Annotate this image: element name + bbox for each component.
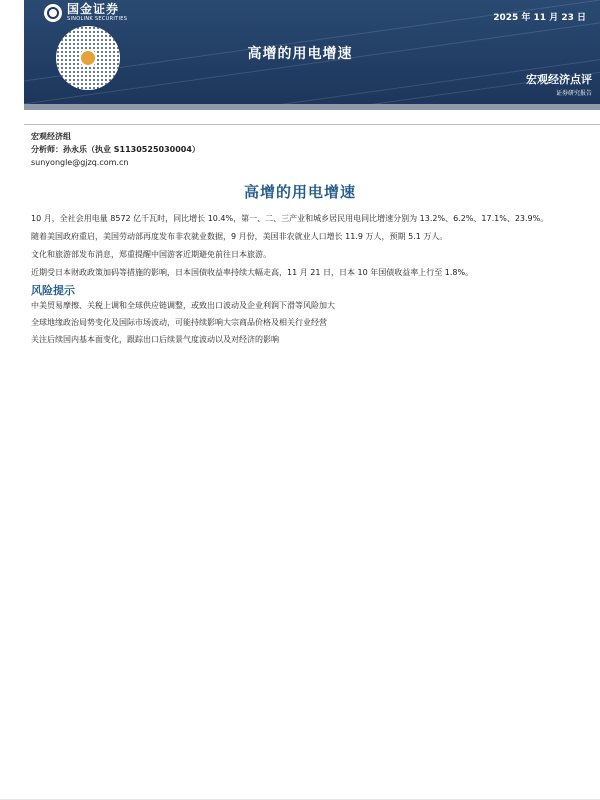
risk-section-title: 风险提示 [31, 284, 75, 297]
paragraph: 文化和旅游部发布消息，郑重提醒中国游客近期避免前往日本旅游。 [31, 250, 271, 259]
analyst: 分析师：孙永乐（执业 S1130525030004） [31, 145, 200, 154]
risk-item: 中美贸易摩擦、关税上调和全球供应链调整，或致出口波动及企业利润下滑等风险加大 [31, 301, 335, 310]
report-type: 宏观经济点评 [526, 73, 592, 86]
risk-item: 全球地缘政治局势变化及国际市场波动，可能持续影响大宗商品价格及相关行业经营 [31, 318, 327, 327]
company-logo [44, 3, 127, 22]
report-date: 2025 年 11 月 23 日 [493, 13, 586, 23]
risk-list [31, 299, 576, 346]
paragraph: 随着美国政府重启，美国劳动部再度发布非农就业数据，9 月份，美国非农就业人口增长 11.9 万人，预期 5.1 万人。 [31, 232, 448, 241]
logo-mark-icon [44, 4, 62, 22]
report-body [31, 212, 576, 350]
logo-text [67, 3, 127, 22]
banner-title: 高增的用电增速 [247, 46, 353, 62]
research-group: 宏观经济组 [31, 132, 71, 141]
banner-bottom-bar [24, 104, 600, 110]
paragraph: 近期受日本财政政策加码等措施的影响，日本国债收益率持续大幅走高，11 月 21 日，日本 10 年国债收益率上行至 1.8%。 [31, 268, 474, 277]
paragraph: 10 月，全社会用电量 8572 亿千瓦时，同比增长 10.4%，第一、二、三产业和城乡居民用电同比增速分别为 13.2%、6.2%、17.1%、23.9%。 [31, 214, 549, 223]
logo-name-cn: 国金证券 [67, 2, 120, 16]
report-subtype: 证券研究报告 [555, 90, 592, 97]
header-divider [24, 124, 600, 125]
analyst-email[interactable]: sunyongle@gjzq.com.cn [31, 158, 129, 167]
logo-name-en: SINOLINK SECURITIES [67, 16, 128, 22]
risk-item: 关注后续国内基本面变化，跟踪出口后续景气度波动以及对经济的影响 [31, 335, 279, 344]
author-info [31, 130, 200, 169]
document-title: 高增的用电增速 [243, 183, 356, 201]
